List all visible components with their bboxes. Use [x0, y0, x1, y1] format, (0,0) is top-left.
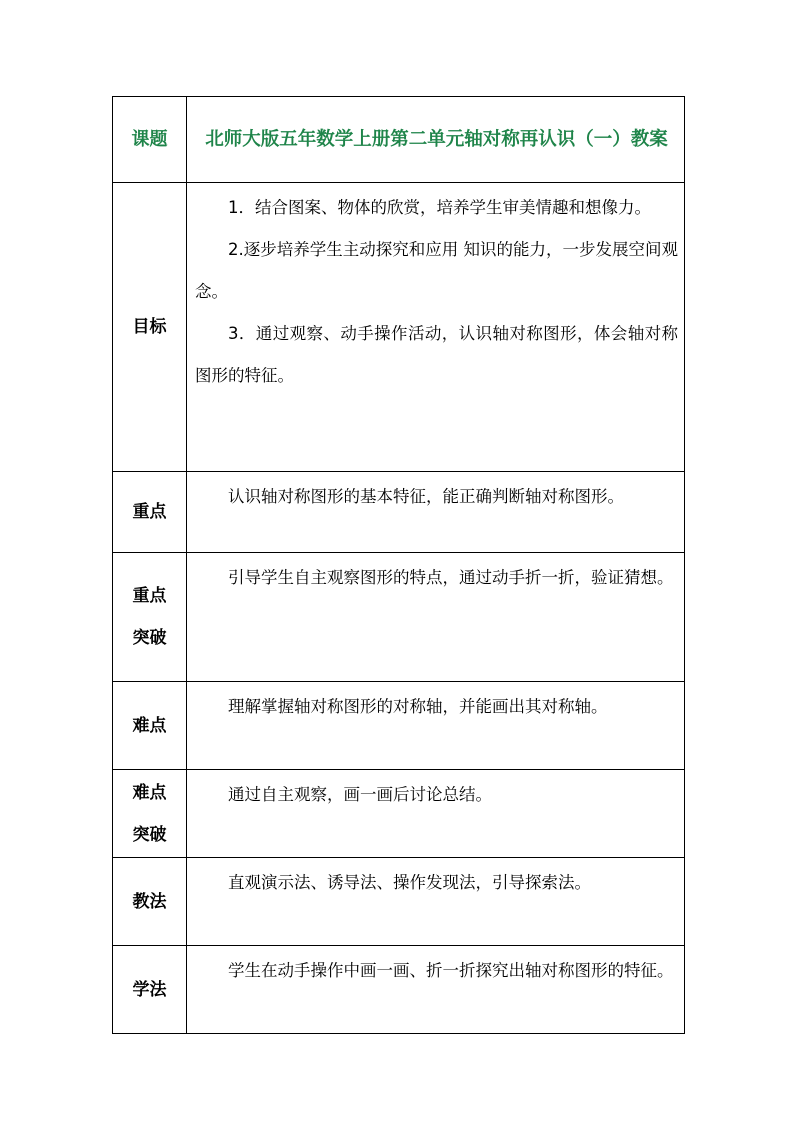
difficulty-breakthrough-text: 通过自主观察，画一画后讨论总结。 [228, 785, 492, 804]
key-breakthrough-content [187, 553, 685, 682]
key-point-row [113, 472, 685, 553]
lesson-plan-table [112, 96, 685, 1034]
learning-method-text: 学生在动手操作中画一画、折一折探究出轴对称图形的特征。 [228, 961, 674, 980]
goals-label: 目标 [113, 183, 187, 472]
difficulty-breakthrough-label-line2: 突破 [132, 824, 167, 845]
teaching-method-row [113, 858, 685, 946]
key-point-text: 认识轴对称图形的基本特征，能正确判断轴对称图形。 [228, 487, 624, 506]
difficulty-label: 难点 [113, 682, 187, 770]
key-point-content [187, 472, 685, 553]
difficulty-breakthrough-row [113, 770, 685, 858]
difficulty-text: 理解掌握轴对称图形的对称轴，并能画出其对称轴。 [228, 697, 608, 716]
teaching-method-content [187, 858, 685, 946]
goals-row [113, 183, 685, 472]
title-row [113, 97, 685, 183]
difficulty-breakthrough-label [113, 770, 187, 858]
learning-method-content [187, 946, 685, 1034]
key-point-label: 重点 [113, 472, 187, 553]
lesson-title: 北师大版五年数学上册第二单元轴对称再认识（一）教案 [187, 97, 685, 183]
learning-method-row [113, 946, 685, 1034]
teaching-method-text: 直观演示法、诱导法、操作发现法，引导探索法。 [228, 873, 591, 892]
goal-item-2: 2.逐步培养学生主动探究和应用 知识的能力，一步发展空间观念。 [195, 240, 678, 301]
key-breakthrough-label [113, 553, 187, 682]
key-breakthrough-row [113, 553, 685, 682]
difficulty-row [113, 682, 685, 770]
title-label: 课题 [113, 97, 187, 183]
learning-method-label: 学法 [113, 946, 187, 1034]
difficulty-breakthrough-content [187, 770, 685, 858]
difficulty-content [187, 682, 685, 770]
teaching-method-label: 教法 [113, 858, 187, 946]
difficulty-breakthrough-label-line1: 难点 [132, 782, 167, 803]
goals-content [187, 183, 685, 472]
goal-item-1: 1．结合图案、物体的欣赏，培养学生审美情趣和想像力。 [228, 198, 651, 217]
goal-item-3: 3．通过观察、动手操作活动，认识轴对称图形，体会轴对称图形的特征。 [195, 324, 678, 385]
key-breakthrough-label-line1: 重点 [132, 586, 167, 606]
key-breakthrough-label-line2: 突破 [132, 628, 167, 648]
key-breakthrough-text: 引导学生自主观察图形的特点，通过动手折一折，验证猜想。 [228, 568, 674, 587]
